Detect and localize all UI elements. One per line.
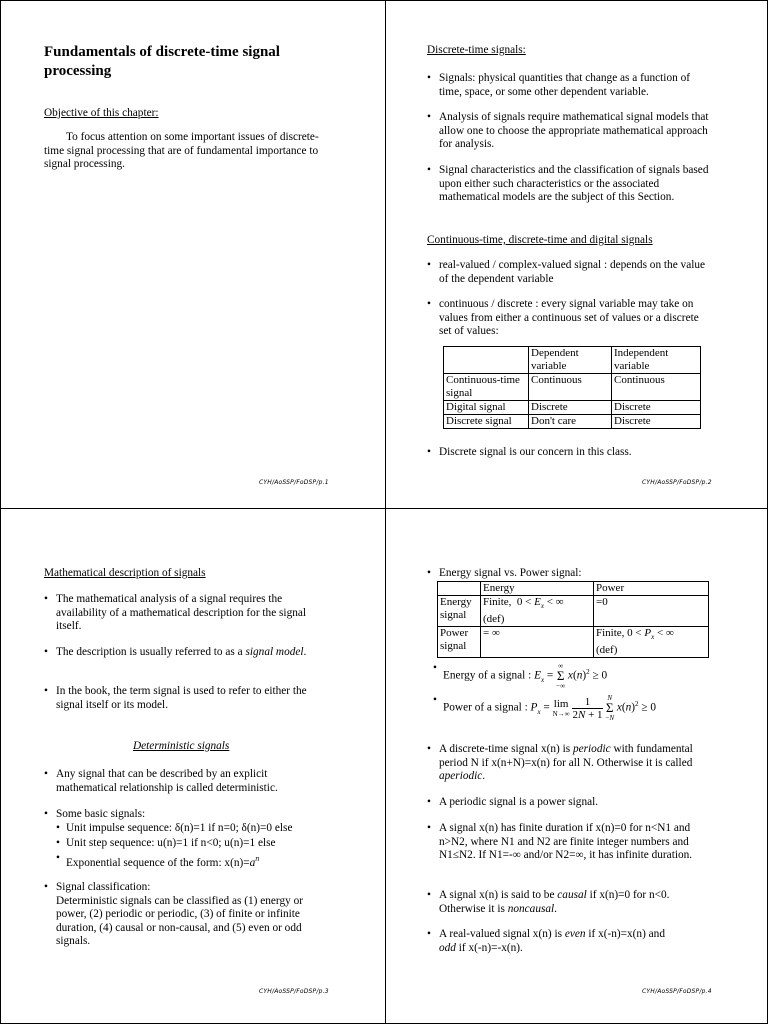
bullet-icon: • — [427, 446, 431, 458]
bullet-icon: • — [44, 646, 48, 658]
bullet-icon: • — [44, 685, 48, 697]
table-row: Energy Power — [438, 582, 709, 596]
table-row: Continuous-time signal Continuous Continuous — [444, 374, 701, 401]
list-item: • continuous / discrete : every signal variable may take on values from either a continuous set of values or a discrete set of values: — [427, 298, 699, 338]
list-item: • A signal x(n) is said to be causal if x(n)=0 for n<0. Otherwise it is noncausal. — [427, 889, 670, 915]
slide-3 — [44, 509, 374, 1024]
bullet-icon: • — [433, 662, 437, 674]
list-item: • Discrete signal is our concern in this class. — [427, 446, 632, 458]
table-row: Discrete signal Don't care Discrete — [444, 415, 701, 429]
slide-3-footer: CYH/AoSSP/FoDSP/p.3 — [259, 988, 329, 995]
list-item: • A signal x(n) has finite duration if x(n)=0 for n<N1 and n>N2, where N1 and N2 are finite integer numbers and N1≤N2. If N1=-∞ and/or N2=∞, it has infinite duration. — [427, 822, 693, 862]
list-item: • Unit step sequence: u(n)=1 if n<0; u(n)=1 else — [56, 837, 276, 849]
list-item: • Unit impulse sequence: δ(n)=1 if n=0; δ(n)=0 else — [56, 822, 293, 834]
power-formula: • Power of a signal : $P_x$ = lim N→∞ $\frac{1}{2N + 1}$ N Σ −N $x(n)^2 \ge 0$ — [433, 694, 657, 722]
table-row: Dependent variable Independent variable — [444, 347, 701, 374]
table-row: Digital signal Discrete Discrete — [444, 401, 701, 415]
objective-text: To focus attention on some important issues of discrete-time signal processing that are of fundamental importance to signal processing. — [44, 131, 319, 171]
bullet-icon: • — [427, 259, 431, 271]
bullet-icon: • — [427, 164, 431, 176]
bullet-icon: • — [56, 852, 60, 864]
energy-formula: • Energy of a signal : $E_x$ = ∞ Σ −∞ $x(n)^2 \ge 0$ — [433, 662, 608, 690]
list-item: • Signals: physical quantities that change as a function of time, space, or some other dependent variable. — [427, 72, 690, 98]
list-item: • The description is usually referred to as a signal model. — [44, 646, 307, 658]
list-item: • A real-valued signal x(n) is even if x(-n)=x(n) and odd if x(-n)=-x(n). — [427, 928, 665, 954]
table-row: Power signal = ∞ Finite, $0 < P_x$ < ∞ (def) — [438, 627, 709, 658]
list-item: • Signal classification: Deterministic signals can be classified as (1) energy or power, (2) periodic or periodic, (3) of finite or infinite duration, (4) causal or non-causal, and (5) even or odd signals. — [44, 881, 303, 948]
list-item: • A periodic signal is a power signal. — [427, 796, 599, 808]
table-row: Energy signal Finite, $0 < E_x$ < ∞ (def) =0 — [438, 596, 709, 627]
slide-1-title: Fundamentals of discrete-time signal processing — [44, 44, 280, 79]
slide-1-footer: CYH/AoSSP/FoDSP/p.1 — [259, 479, 329, 486]
list-item: • real-valued / complex-valued signal : depends on the value of the dependent variable — [427, 259, 706, 285]
list-item: • Any signal that can be described by an explicit mathematical relationship is called deterministic. — [44, 768, 278, 794]
bullet-icon: • — [427, 796, 431, 808]
list-item: • Signal characteristics and the classification of signals based upon either such characteristics or the associated mathematical models are the subject of this Section. — [427, 164, 709, 204]
signal-type-table — [443, 346, 701, 429]
list-item: • Exponential sequence of the form: $x(n)=a^n$ — [56, 852, 260, 869]
bullet-icon: • — [44, 881, 48, 893]
vertical-divider — [385, 0, 386, 1024]
list-item: • In the book, the term signal is used to refer to either the signal itself or its model. — [44, 685, 307, 711]
bullet-icon: • — [427, 567, 431, 579]
list-item: • A discrete-time signal x(n) is periodic with fundamental period N if x(n+N)=x(n) for all N. Otherwise it is called aperiodic. — [427, 743, 693, 783]
bullet-icon: • — [427, 928, 431, 940]
slide-4 — [427, 509, 727, 1024]
bullet-icon: • — [44, 593, 48, 605]
list-item: • Some basic signals: — [44, 808, 146, 820]
bullet-icon: • — [427, 822, 431, 834]
slide-1 — [44, 0, 374, 508]
slide-2-footer: CYH/AoSSP/FoDSP/p.2 — [642, 479, 712, 486]
bullet-icon: • — [427, 889, 431, 901]
list-item: • Energy signal vs. Power signal: — [427, 567, 582, 579]
slide-2 — [427, 0, 727, 508]
bullet-icon: • — [44, 808, 48, 820]
bullet-icon: • — [44, 768, 48, 780]
list-item: • Analysis of signals require mathematical signal models that allow one to choose the appropriate mathematical approach for analysis. — [427, 111, 709, 151]
bullet-icon: • — [433, 694, 437, 706]
bullet-icon: • — [56, 837, 60, 849]
bullet-icon: • — [56, 822, 60, 834]
slide-2-subheading: Continuous-time, discrete-time and digital signals — [427, 234, 653, 246]
bullet-icon: • — [427, 72, 431, 84]
slide-3-heading: Mathematical description of signals — [44, 567, 206, 579]
deterministic-heading: Deterministic signals — [133, 740, 230, 752]
bullet-icon: • — [427, 111, 431, 123]
slide-2-heading: Discrete-time signals: — [427, 44, 526, 56]
energy-power-table — [437, 581, 709, 658]
list-item: • The mathematical analysis of a signal requires the availability of a mathematical description for the signal itself. — [44, 593, 307, 633]
objective-heading: Objective of this chapter: — [44, 107, 159, 119]
bullet-icon: • — [427, 298, 431, 310]
slide-4-footer: CYH/AoSSP/FoDSP/p.4 — [642, 988, 712, 995]
bullet-icon: • — [427, 743, 431, 755]
